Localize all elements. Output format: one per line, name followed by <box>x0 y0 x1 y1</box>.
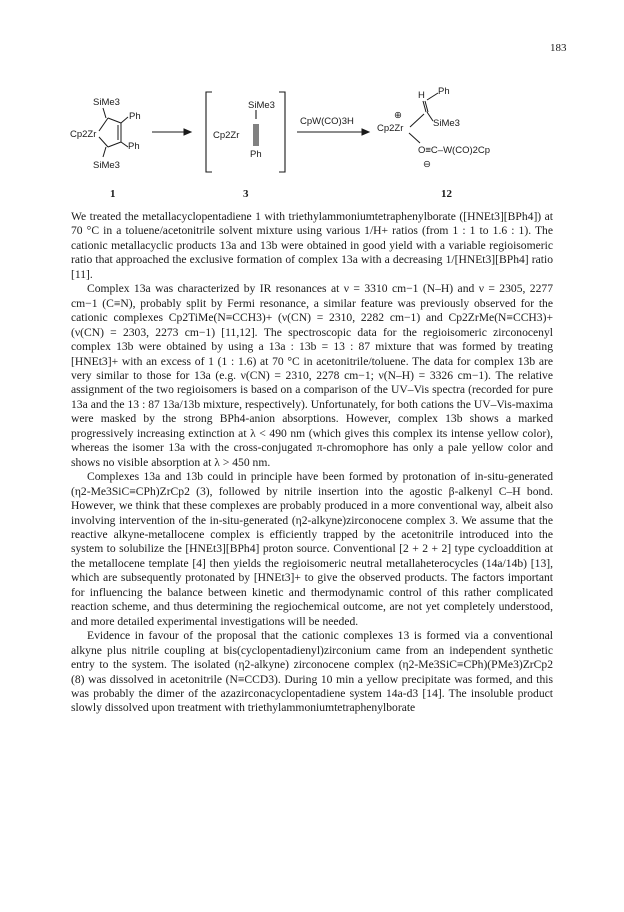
page-number: 183 <box>550 42 567 54</box>
c12-ph: Ph <box>438 86 450 97</box>
paragraph-4: Evidence in favour of the proposal that the cationic complexes 13 is formed via a conventional alkyne plus nitrile coupling at bis(cyclopentadienyl)zirconium came from an independent synthetic entry to the system. The isolated (η2-alkyne) zirconocene complex (η2-Me3SiC≡CPh)(PMe3)ZrCp2 (8) was dissolved in acetonitrile (N≡CCD3). During 10 min a yellow precipitate was formed, and this was probably the dimer of the azazirconacyclopentadiene system 14a-d3 [14]. The insoluble product slowly dissolved upon treatment with triethylammoniumtetraphenylborate <box>71 629 553 715</box>
c12-plus: ⊕ <box>394 110 402 121</box>
c12-label: 12 <box>441 188 452 200</box>
c12-simes: SiMe3 <box>433 118 460 129</box>
c1-ph-bottom: Ph <box>128 141 140 152</box>
c3-metal: Cp2Zr <box>213 130 240 141</box>
reagent-label: CpW(CO)3H <box>300 116 354 127</box>
c1-simes-bottom: SiMe3 <box>93 160 120 171</box>
c3-ph: Ph <box>250 149 262 160</box>
c1-simes-top: SiMe3 <box>93 97 120 108</box>
c1-ph-top: Ph <box>129 111 141 122</box>
arrow-3-to-12 <box>297 129 369 135</box>
c12-minus: ⊖ <box>423 159 431 170</box>
paragraph-1: We treated the metallacyclopentadiene 1 with triethylammoniumtetraphenylborate ([HNEt3][BPh4]) at 70 °C in a toluene/acetonitrile solvent mixture using various 1/H+ ratios (from 1 : 1 to 1.6 : 1). The cationic metallacyclic products 13a and 13b were obtained in good yield with a variable regioisomeric ratio that approached the exclusive formation of complex 13a with a decreasing 1/[HNEt3][BPh4] ratio [11]. <box>71 210 553 281</box>
compound-12 <box>377 86 490 200</box>
compound-3 <box>206 92 285 200</box>
c12-tail: O≡C–W(CO)2Cp <box>418 145 491 156</box>
c12-h: H <box>418 90 425 101</box>
c1-label: 1 <box>110 188 116 200</box>
paragraph-3: Complexes 13a and 13b could in principle have been formed by protonation of in-situ-generated (η2-Me3SiC≡CPh)ZrCp2 (3), followed by nitrile insertion into the agostic β-alkenyl C–H bond. However, we think that these complexes are probably produced in a more conventional way, albeit also involving intervention of the in-situ-generated (η2-alkyne)zirconocene complex 3. We assume that the reactive alkyne-metallocene complex is efficiently trapped by the acetonitrile introduced into the system to solubilize the [HNEt3][BPh4] proton source. Conventional [2 + 2 + 2] type cycloaddition at the metallocene template [4] then yields the regioisomeric neutral metallaheterocycles (14a/14b) [13], which are subsequently protonated by [HNEt3]+ to give the observed products. The factors important for influencing the balance between kinetic and thermodynamic control of this rather complicated reaction scheme, and thus determining the regiochemical outcome, are not yet completely understood, and more detailed experimental investigations will be needed. <box>71 470 553 628</box>
c3-simes: SiMe3 <box>248 100 275 111</box>
c12-metal: Cp2Zr <box>377 123 404 134</box>
c3-label: 3 <box>243 188 249 200</box>
c1-metal: Cp2Zr <box>70 129 97 140</box>
reaction-scheme <box>0 0 624 200</box>
paragraph-2: Complex 13a was characterized by IR resonances at ν = 3310 cm−1 (N–H) and ν = 2305, 2277 cm−1 (C≡N), probably split by Fermi resonance, a similar feature was previously observed for the cationic complexes Cp2TiMe(N≡CCH3)+ (ν(CN) = 2310, 2282 cm−1) and Cp2ZrMe(N≡CCH3)+ (ν(CN) = 2303, 2273 cm−1) [11,12]. The spectroscopic data for the regioisomeric zirconocenyl complex 13b were obtained by using a 13a : 13b = 13 : 87 mixture that was formed by treating [HNEt3]+ with an excess of 1 (1 : 1.6) at 70 °C in acetonitrile/toluene. The data for complex 13b are very similar to those for 13a (e.g. ν(CN) = 2310, 2278 cm−1; ν(N–H) = 3326 cm−1). The relative assignment of the two regioisomers is based on a comparison of the UV–Vis spectra (recorded for pure 13a and the 13 : 87 13a/13b mixture, respectively). Unfortunately, for both cations the UV–Vis-maxima were masked by the strong BPh4-anion absorptions. However, complex 13b shows a marked progressively increasing extinction at λ < 490 nm (which gives this complex its intense yellow color), whereas the isomer 13a with the cross-conjugated π-chromophore has only a pale yellow color and shows no visible absorption at λ > 450 nm. <box>71 282 553 469</box>
compound-1 <box>70 97 141 200</box>
body-text <box>71 210 553 716</box>
arrow-1-to-3 <box>152 129 191 135</box>
